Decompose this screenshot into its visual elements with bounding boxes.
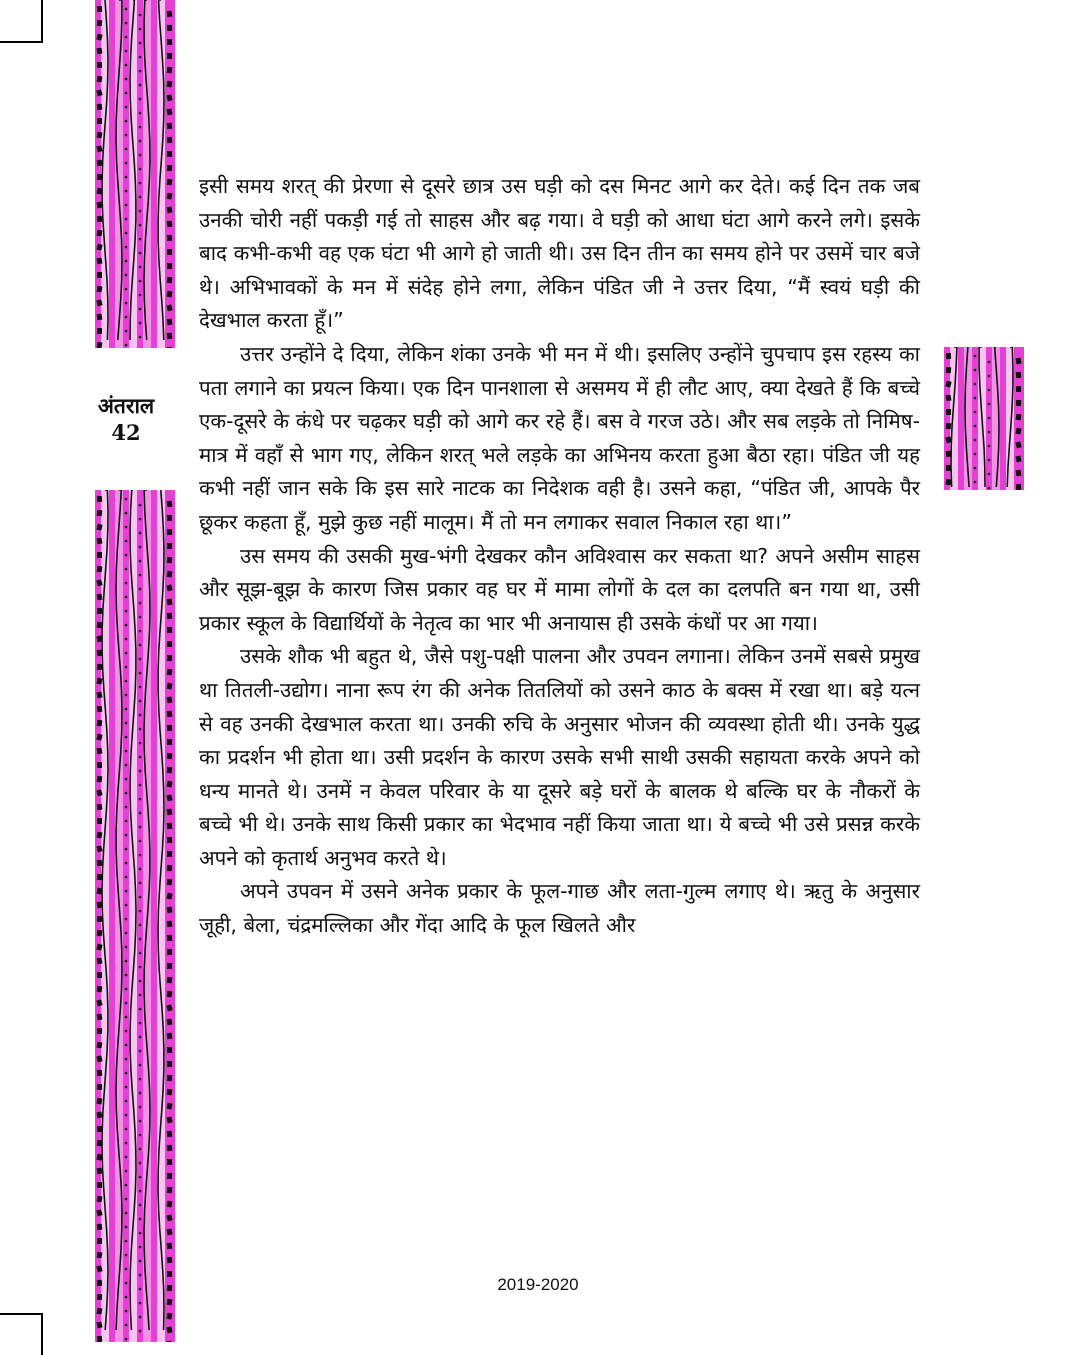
strip-pattern-top-left bbox=[95, 0, 175, 348]
decorative-strip-top-left bbox=[95, 0, 175, 348]
paragraph-4: उसके शौक भी बहुत थे, जैसे पशु-पक्षी पालना और उपवन लगाना। लेकिन उनमें सबसे प्रमुख था तितली-उद्योग। नाना रूप रंग की अनेक तितलियों को उसने काठ के बक्स में रखा था। बड़े यत्न से वह उनकी देखभाल करता था। उनकी रुचि के अनुसार भोजन की व्यवस्था होती थी। उनके युद्ध का प्रदर्शन भी होता था। उसी प्रदर्शन के कारण उसके सभी साथी उसकी सहायता करके अपने को धन्य मानते थे। उनमें न केवल परिवार के या दूसरे बड़े घरों के बालक थे बल्कि घर के नौकरों के बच्चे भी थे। उनके साथ किसी प्रकार का भेदभाव नहीं किया जाता था। ये बच्चे भी उसे प्रसन्न करके अपने को कृतार्थ अनुभव करते थे। bbox=[199, 644, 921, 870]
paragraph-5: अपने उपवन में उसने अनेक प्रकार के फूल-गाछ और लता-गुल्म लगाए थे। ऋतु के अनुसार जूही, बेला, चंद्रमल्लिका और गेंदा आदि के फूल खिलते और bbox=[199, 879, 920, 938]
paragraph-1: इसी समय शरत् की प्रेरणा से दूसरे छात्र उस घड़ी को दस मिनट आगे कर देते। कई दिन तक जब उनकी चोरी नहीं पकड़ी गई तो साहस और बढ़ गया। वे घड़ी को आधा घंटा आगे करने लगे। इसके बाद कभी-कभी वह एक घंटा भी आगे हो जाती थी। उस दिन तीन का समय होने पर उसमें चार बजे थे। अभिभावकों के मन में संदेह होने लगा, लेकिन पंडित जी ने उत्तर दिया, “मैं स्वयं घड़ी की देखभाल करता हूँ।” bbox=[199, 174, 920, 333]
strip-pattern-bottom-left bbox=[95, 490, 175, 1342]
crop-mark-top-horizontal bbox=[0, 41, 43, 43]
paragraph-2: उत्तर उन्होंने दे दिया, लेकिन शंका उनके भी मन में थी। इसलिए उन्होंने चुपचाप इस रहस्य का पता लगाने का प्रयत्न किया। एक दिन पानशाला से असमय में ही लौट आए, क्या देखते हैं कि बच्चे एक-दूसरे के कंधे पर चढ़कर घड़ी को आगे कर रहे हैं। बस वे गरज उठे। और सब लड़के तो निमिष-मात्र में वहाँ से भाग गए, लेकिन शरत् भले लड़के का अभिनय करता हुआ बैठा रहा। पंडित जी यह कभी नहीं जान सके कि इस सारे नाटक का निदेशक वही है। उसने कहा, “पंडित जी, आपके पैर छूकर कहता हूँ, मुझे कुछ नहीं मालूम। मैं तो मन लगाकर सवाल निकाल रहा था।” bbox=[199, 341, 920, 534]
crop-mark-bottom-vertical bbox=[41, 1313, 43, 1355]
body-text bbox=[199, 170, 920, 943]
footer-year: 2019-2020 bbox=[497, 1275, 579, 1294]
crop-mark-bottom-horizontal bbox=[0, 1313, 43, 1315]
crop-mark-top-vertical bbox=[41, 0, 43, 43]
page-number: 42 bbox=[111, 420, 141, 445]
paragraph-3: उस समय की उसकी मुख-भंगी देखकर कौन अविश्वास कर सकता था? अपने असीम साहस और सूझ-बूझ के कारण जिस प्रकार वह घर में मामा लोगों के दल का दलपति बन गया था, उसी प्रकार स्कूल के विद्यार्थियों के नेतृत्व का भार भी अनायास ही उसके कंधों पर आ गया। bbox=[199, 543, 920, 635]
section-title: अंतराल bbox=[97, 393, 155, 418]
decorative-strip-right bbox=[944, 347, 1024, 490]
decorative-strip-bottom-left bbox=[95, 490, 175, 1342]
strip-pattern-right bbox=[944, 347, 1024, 490]
